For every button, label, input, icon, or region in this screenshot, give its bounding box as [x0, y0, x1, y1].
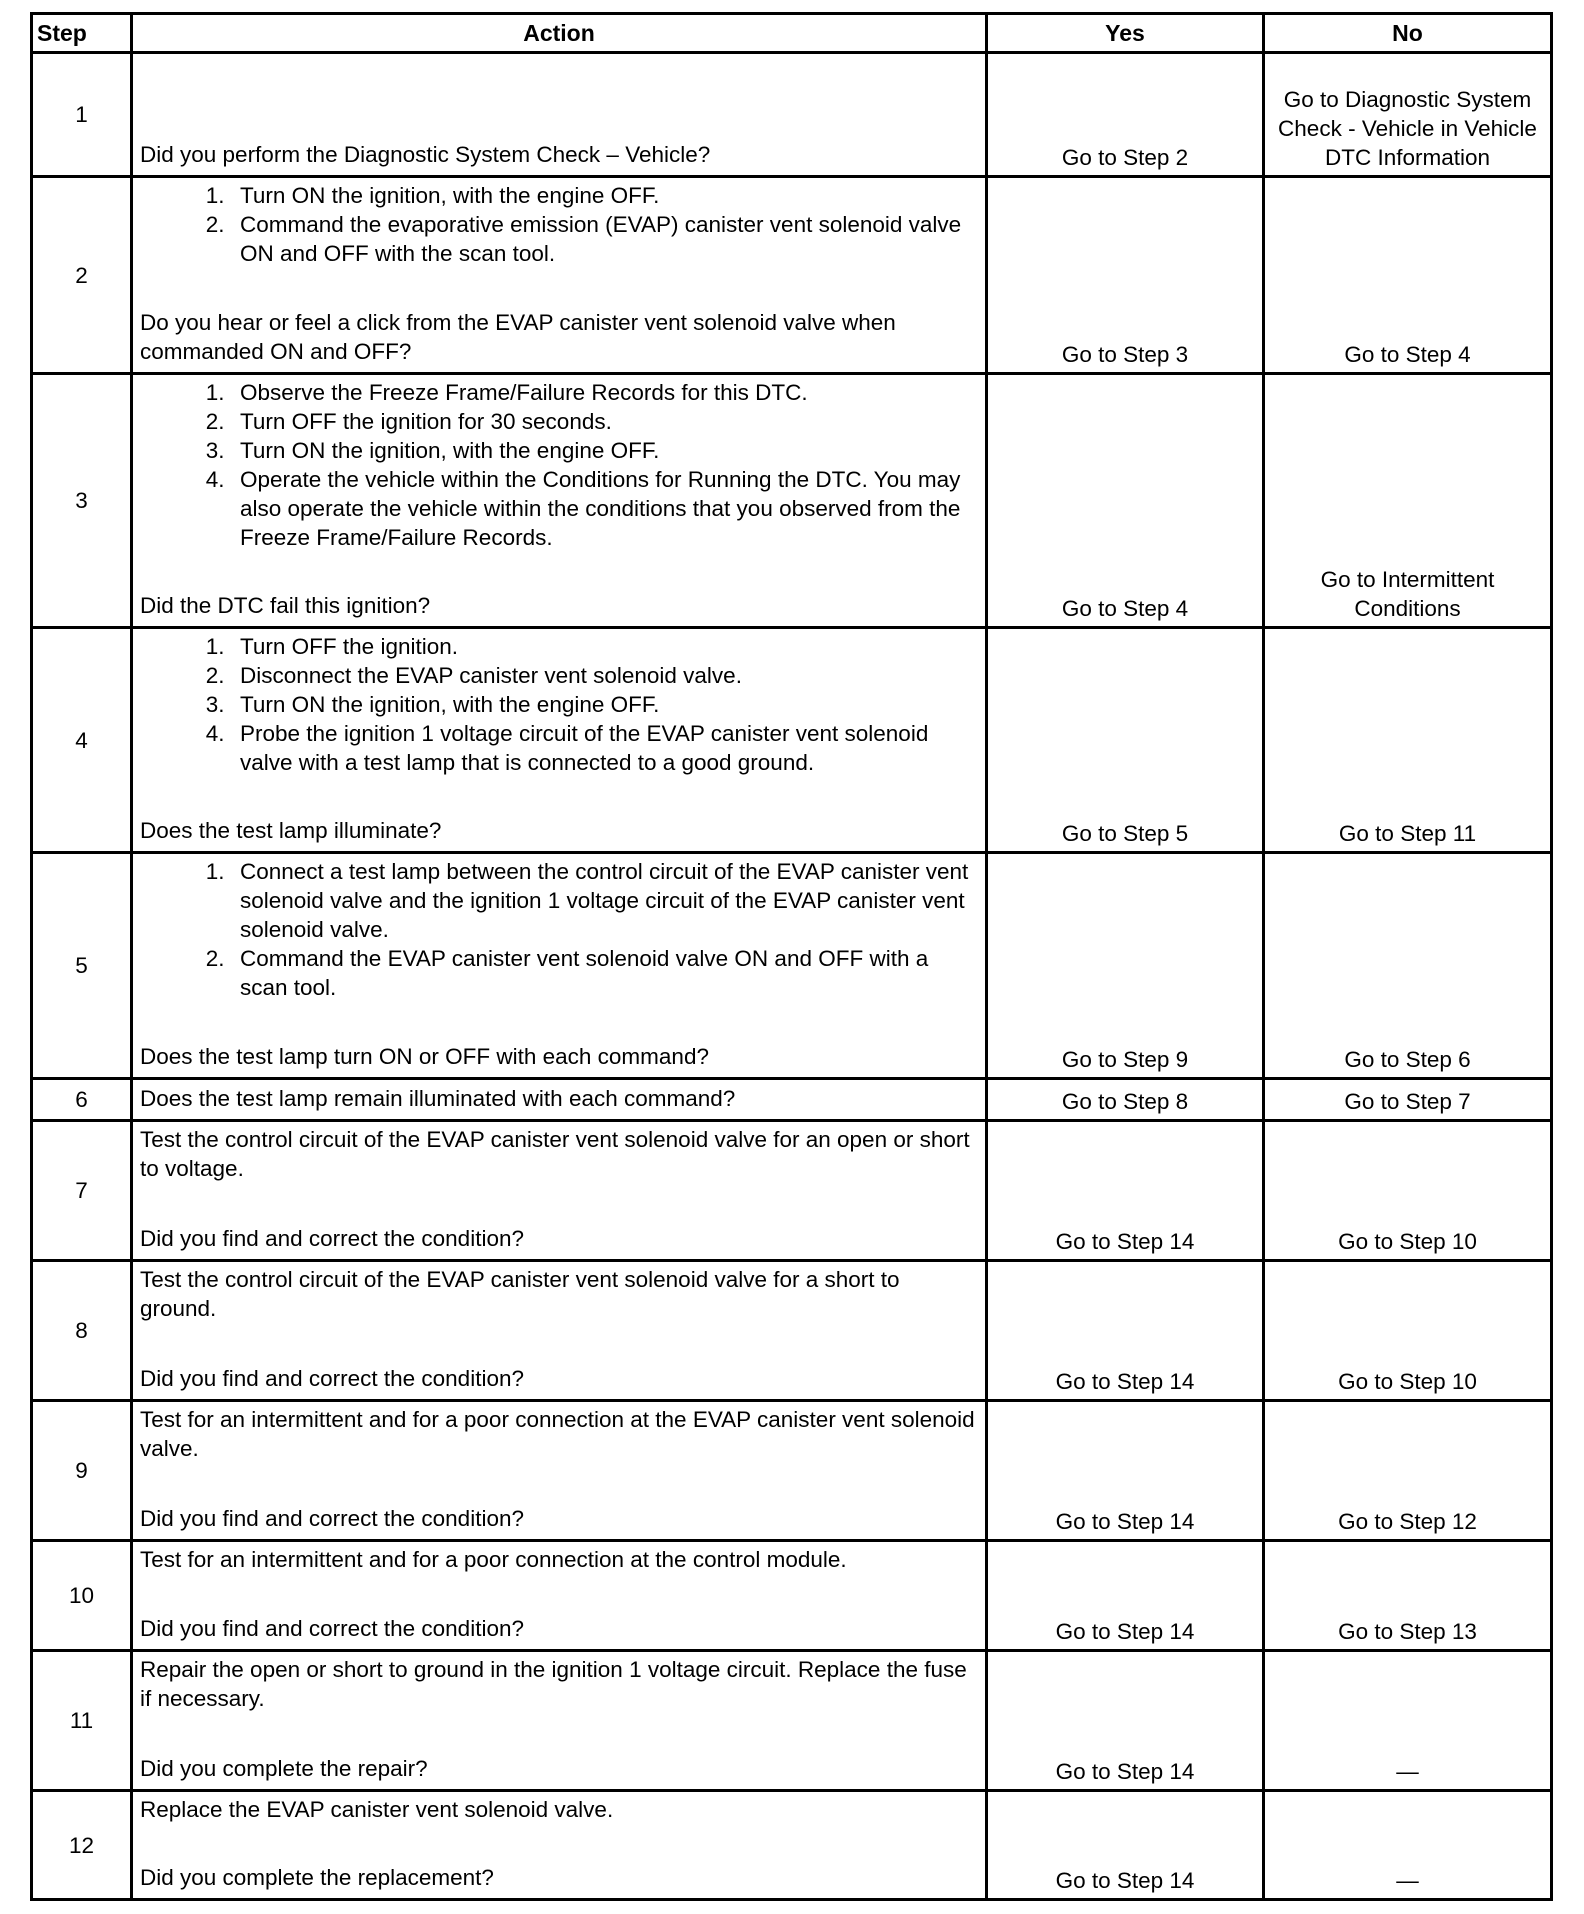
action-step-item: 2. Command the EVAP canister vent solenoid valve ON and OFF with a scan tool.	[237, 944, 981, 1002]
yes-result: Go to Step 5	[987, 628, 1264, 853]
diagnostic-table-page	[30, 12, 1550, 1901]
table-row	[32, 1401, 1552, 1541]
action-steps-list	[140, 378, 981, 552]
step-number: 5	[32, 853, 132, 1079]
action-cell	[132, 1121, 987, 1261]
no-result: —	[1264, 1651, 1552, 1791]
action-instruction: Test the control circuit of the EVAP canister vent solenoid valve for an open or short to voltage.	[140, 1127, 970, 1181]
yes-result: Go to Step 4	[987, 374, 1264, 628]
action-steps-list	[140, 181, 981, 268]
table-row	[32, 1261, 1552, 1401]
step-number: 12	[32, 1791, 132, 1900]
action-question: Did you find and correct the condition?	[140, 1616, 524, 1641]
action-cell	[132, 374, 987, 628]
action-question: Did you perform the Diagnostic System Check – Vehicle?	[140, 142, 711, 167]
action-instruction: Test the control circuit of the EVAP canister vent solenoid valve for a short to ground.	[140, 1267, 900, 1321]
no-result: —	[1264, 1791, 1552, 1900]
step-number: 11	[32, 1651, 132, 1791]
yes-result: Go to Step 9	[987, 853, 1264, 1079]
action-question: Does the test lamp turn ON or OFF with each command?	[140, 1044, 709, 1069]
no-result: Go to Intermittent Conditions	[1264, 374, 1552, 628]
no-result: Go to Step 12	[1264, 1401, 1552, 1541]
action-cell	[132, 53, 987, 177]
no-result: Go to Step 10	[1264, 1261, 1552, 1401]
column-header-step: Step	[32, 14, 132, 53]
action-cell	[132, 177, 987, 374]
column-header-action: Action	[132, 14, 987, 53]
action-step-item: 1. Observe the Freeze Frame/Failure Records for this DTC.	[237, 378, 981, 407]
action-step-item: 3. Turn ON the ignition, with the engine OFF.	[237, 690, 981, 719]
step-number: 7	[32, 1121, 132, 1261]
action-cell	[132, 628, 987, 853]
action-instruction: Test for an intermittent and for a poor connection at the control module.	[140, 1547, 847, 1572]
action-step-item: 4. Probe the ignition 1 voltage circuit of the EVAP canister vent solenoid valve with a test lamp that is connected to a good ground.	[237, 719, 981, 777]
step-number: 4	[32, 628, 132, 853]
yes-result: Go to Step 14	[987, 1791, 1264, 1900]
action-question: Did you complete the repair?	[140, 1756, 428, 1781]
action-question: Did you complete the replacement?	[140, 1865, 494, 1890]
yes-result: Go to Step 8	[987, 1079, 1264, 1121]
action-step-item: 4. Operate the vehicle within the Conditions for Running the DTC. You may also operate the vehicle within the conditions that you observed from the Freeze Frame/Failure Records.	[237, 465, 981, 552]
no-result: Go to Step 4	[1264, 177, 1552, 374]
step-number: 9	[32, 1401, 132, 1541]
column-header-yes: Yes	[987, 14, 1264, 53]
no-result: Go to Step 11	[1264, 628, 1552, 853]
table-row	[32, 53, 1552, 177]
yes-result: Go to Step 3	[987, 177, 1264, 374]
yes-result: Go to Step 14	[987, 1121, 1264, 1261]
action-instruction: Test for an intermittent and for a poor connection at the EVAP canister vent solenoid valve.	[140, 1407, 975, 1461]
action-cell	[132, 1541, 987, 1651]
table-row	[32, 853, 1552, 1079]
no-result: Go to Diagnostic System Check - Vehicle in Vehicle DTC Information	[1264, 53, 1552, 177]
action-instruction: Repair the open or short to ground in the ignition 1 voltage circuit. Replace the fuse if necessary.	[140, 1657, 967, 1711]
action-step-item: 1. Turn ON the ignition, with the engine OFF.	[237, 181, 981, 210]
table-row	[32, 374, 1552, 628]
yes-result: Go to Step 2	[987, 53, 1264, 177]
action-cell	[132, 1651, 987, 1791]
action-cell	[132, 1401, 987, 1541]
yes-result: Go to Step 14	[987, 1541, 1264, 1651]
no-result: Go to Step 13	[1264, 1541, 1552, 1651]
table-row	[32, 1079, 1552, 1121]
action-cell	[132, 853, 987, 1079]
action-cell	[132, 1079, 987, 1121]
no-result: Go to Step 10	[1264, 1121, 1552, 1261]
table-row	[32, 177, 1552, 374]
step-number: 3	[32, 374, 132, 628]
step-number: 8	[32, 1261, 132, 1401]
step-number: 2	[32, 177, 132, 374]
column-header-no: No	[1264, 14, 1552, 53]
action-cell	[132, 1261, 987, 1401]
action-question: Does the test lamp remain illuminated with each command?	[140, 1086, 736, 1111]
no-result: Go to Step 6	[1264, 853, 1552, 1079]
diagnostic-steps-table	[30, 12, 1553, 1901]
action-question: Do you hear or feel a click from the EVAP canister vent solenoid valve when commanded ON and OFF?	[140, 310, 896, 364]
action-step-item: 2. Turn OFF the ignition for 30 seconds.	[237, 407, 981, 436]
table-row	[32, 1651, 1552, 1791]
action-question: Does the test lamp illuminate?	[140, 818, 442, 843]
action-instruction: Replace the EVAP canister vent solenoid valve.	[140, 1797, 614, 1822]
action-question: Did you find and correct the condition?	[140, 1506, 524, 1531]
step-number: 1	[32, 53, 132, 177]
no-result: Go to Step 7	[1264, 1079, 1552, 1121]
step-number: 10	[32, 1541, 132, 1651]
yes-result: Go to Step 14	[987, 1401, 1264, 1541]
action-step-item: 2. Command the evaporative emission (EVAP) canister vent solenoid valve ON and OFF with the scan tool.	[237, 210, 981, 268]
action-cell	[132, 1791, 987, 1900]
table-row	[32, 1121, 1552, 1261]
table-row	[32, 1791, 1552, 1900]
action-question: Did you find and correct the condition?	[140, 1366, 524, 1391]
action-step-item: 1. Turn OFF the ignition.	[237, 632, 981, 661]
yes-result: Go to Step 14	[987, 1261, 1264, 1401]
yes-result: Go to Step 14	[987, 1651, 1264, 1791]
action-step-item: 2. Disconnect the EVAP canister vent solenoid valve.	[237, 661, 981, 690]
action-step-item: 1. Connect a test lamp between the control circuit of the EVAP canister vent solenoid valve and the ignition 1 voltage circuit of the EVAP canister vent solenoid valve.	[237, 857, 981, 944]
table-row	[32, 1541, 1552, 1651]
action-step-item: 3. Turn ON the ignition, with the engine OFF.	[237, 436, 981, 465]
action-steps-list	[140, 857, 981, 1002]
header-row	[32, 14, 1552, 53]
table-row	[32, 628, 1552, 853]
action-steps-list	[140, 632, 981, 777]
step-number: 6	[32, 1079, 132, 1121]
action-question: Did you find and correct the condition?	[140, 1226, 524, 1251]
action-question: Did the DTC fail this ignition?	[140, 593, 431, 618]
